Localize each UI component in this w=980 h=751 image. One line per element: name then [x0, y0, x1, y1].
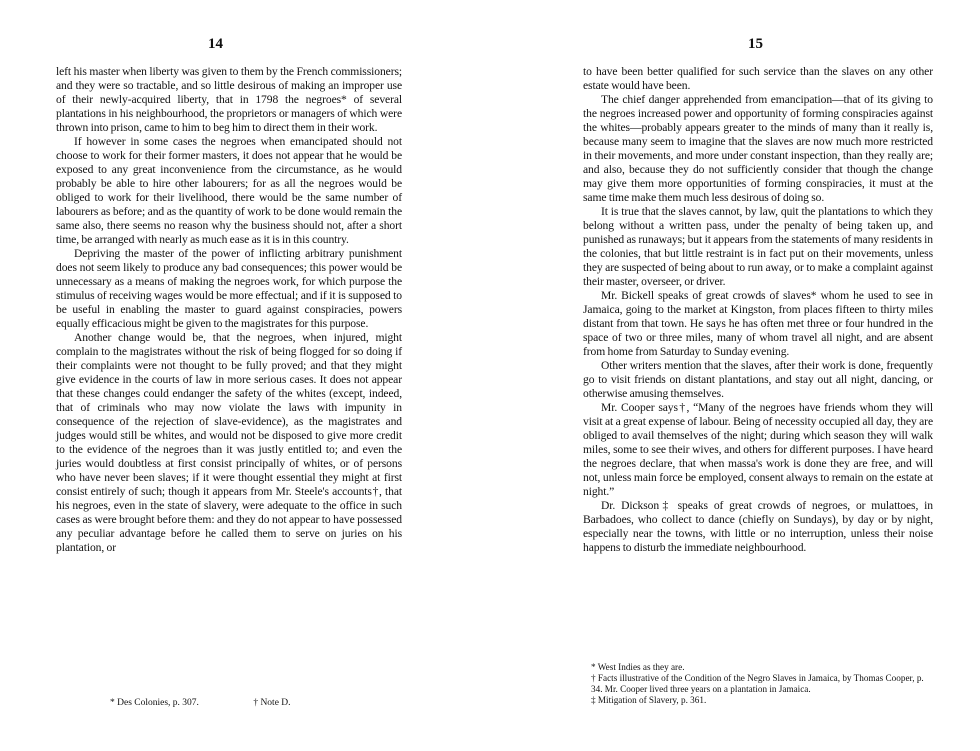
left-paragraph: Another change would be, that the negroes, when injured, might complain to the magistrates without the risk of being flogged for so doing if their complaints were not thought to be fully proved; and that they might give evidence in the courts of law in more serious cases. It does not appear that these changes could endanger the safety of the whites (except, indeed, that of criminals who may now violate the laws with impunity in consequence of the rejection of slave-evidence), as the magistrates and judges would still be whites, and would not be disposed to give more credit to the evidence of the negroes than it was justly entitled to; and even the juries would doubtless at first consist principally of whites, or of persons who have never been slaves; if it were thought essential they might at first consist entirely of such; though it appears from Mr. Steele's accounts†, that his negroes, even in the state of slavery, were adequate to the office in such cases as were brought before them: and they do not appear to have possessed any peculiar advantage before he called them to serve on juries on his plantation, or — [56, 331, 402, 554]
right-paragraph: Mr. Bickell speaks of great crowds of slaves* whom he used to see in Jamaica, going to the market at Kingston, from places fifteen to thirty miles distant from that town. He says he has often met three or four hundred in the space of two or three miles, many of whom travel all night, and are absent from home from Saturday to Sunday evening. — [583, 289, 933, 358]
footnote: † Note D. — [253, 698, 291, 708]
right-paragraph: to have been better qualified for such service than the slaves on any other estate would have been. — [583, 65, 933, 92]
right-paragraph: The chief danger apprehended from emancipation—that of its giving to the negroes increased power and opportunity of forming conspiracies against the whites—probably appears greater to the minds of many than it really is, because many seem to imagine that the slaves are now much more restricted in their movements, and more under constant inspection, than they really are; and also, because they do not sufficiently consider that though the change may give them more opportunities of forming conspiracies, it must at the same time make them much less desirous of doing so. — [583, 93, 933, 204]
right-footnotes — [583, 662, 933, 706]
footnote: ‡ Mitigation of Slavery, p. 361. — [591, 695, 707, 705]
footnote: † Facts illustrative of the Condition of the Negro Slaves in Jamaica, by Thomas Cooper, p. 34. Mr. Cooper lived three years on a plantation in Jamaica. — [591, 673, 924, 694]
left-paragraph: left his master when liberty was given to them by the French commissioners; and they were so tractable, and so little desirous of making an improper use of their newly-acquired liberty, that in 1798 the negroes* of several plantations in his neighbourhood, the proprietors or managers of which were thrown into prison, came to him to beg him to direct them in their work. — [56, 65, 402, 134]
right-page-body — [583, 65, 933, 555]
left-paragraph: Depriving the master of the power of inflicting arbitrary punishment does not seem likely to produce any bad consequences; this power would be unnecessary as a means of making the negroes work, for which purpose the stimulus of receiving wages would be more effectual; and if it is supposed to be useful in enabling the master to guard against conspiracies, powers equally efficacious might be given to the magistrates for this purpose. — [56, 247, 402, 330]
left-page-body — [56, 65, 402, 555]
right-page-number: 15 — [748, 36, 763, 52]
footnote: * West Indies as they are. — [591, 662, 685, 672]
right-page — [490, 0, 980, 751]
right-paragraph: Mr. Cooper says†, “Many of the negroes have friends whom they will visit at a great expense of labour. Being of necessity occupied all day, they are obliged to avail themselves of the night; during which season they will walk miles, some to see their wives, and others for different purposes. I have heard the negroes declare, that when massa's work is done they are free, and will not, unless main force be employed, consent always to remain on the estate at night.” — [583, 401, 933, 498]
right-paragraph: Other writers mention that the slaves, after their work is done, frequently go to visit friends on distant plantations, and stay out all night, dancing, or otherwise amusing themselves. — [583, 359, 933, 400]
right-paragraph: It is true that the slaves cannot, by law, quit the plantations to which they belong without a written pass, under the penalty of being taken up, and punished as runaways; but it appears from the statements of many residents in the colonies, that but little restraint is in fact put on their movements, unless they are suspected of being about to run away, or to make a complaint against their master, overseer, or driver. — [583, 205, 933, 288]
footnote: * Des Colonies, p. 307. — [110, 698, 199, 708]
left-footnotes — [110, 698, 343, 708]
left-paragraph: If however in some cases the negroes when emancipated should not choose to work for their former masters, it does not appear that he would be exposed to any great inconvenience from the circumstance, as he would probably be able to hire other labourers; for as all the negroes would be obliged to work for their livelihood, there would be the same number of labourers as before; and as the quantity of work to be done would remain the same also, there seems no reason why the business should not, after a short time, be arranged with nearly as much ease as it is in this country. — [56, 135, 402, 246]
right-paragraph: Dr. Dickson‡ speaks of great crowds of negroes, or mulattoes, in Barbadoes, who collect to dance (chiefly on Sundays), by day or by night, especially near the towns, with little or no interruption, unless their noise happens to disturb the immediate neighbourhood. — [583, 499, 933, 554]
left-page-number: 14 — [208, 36, 223, 52]
